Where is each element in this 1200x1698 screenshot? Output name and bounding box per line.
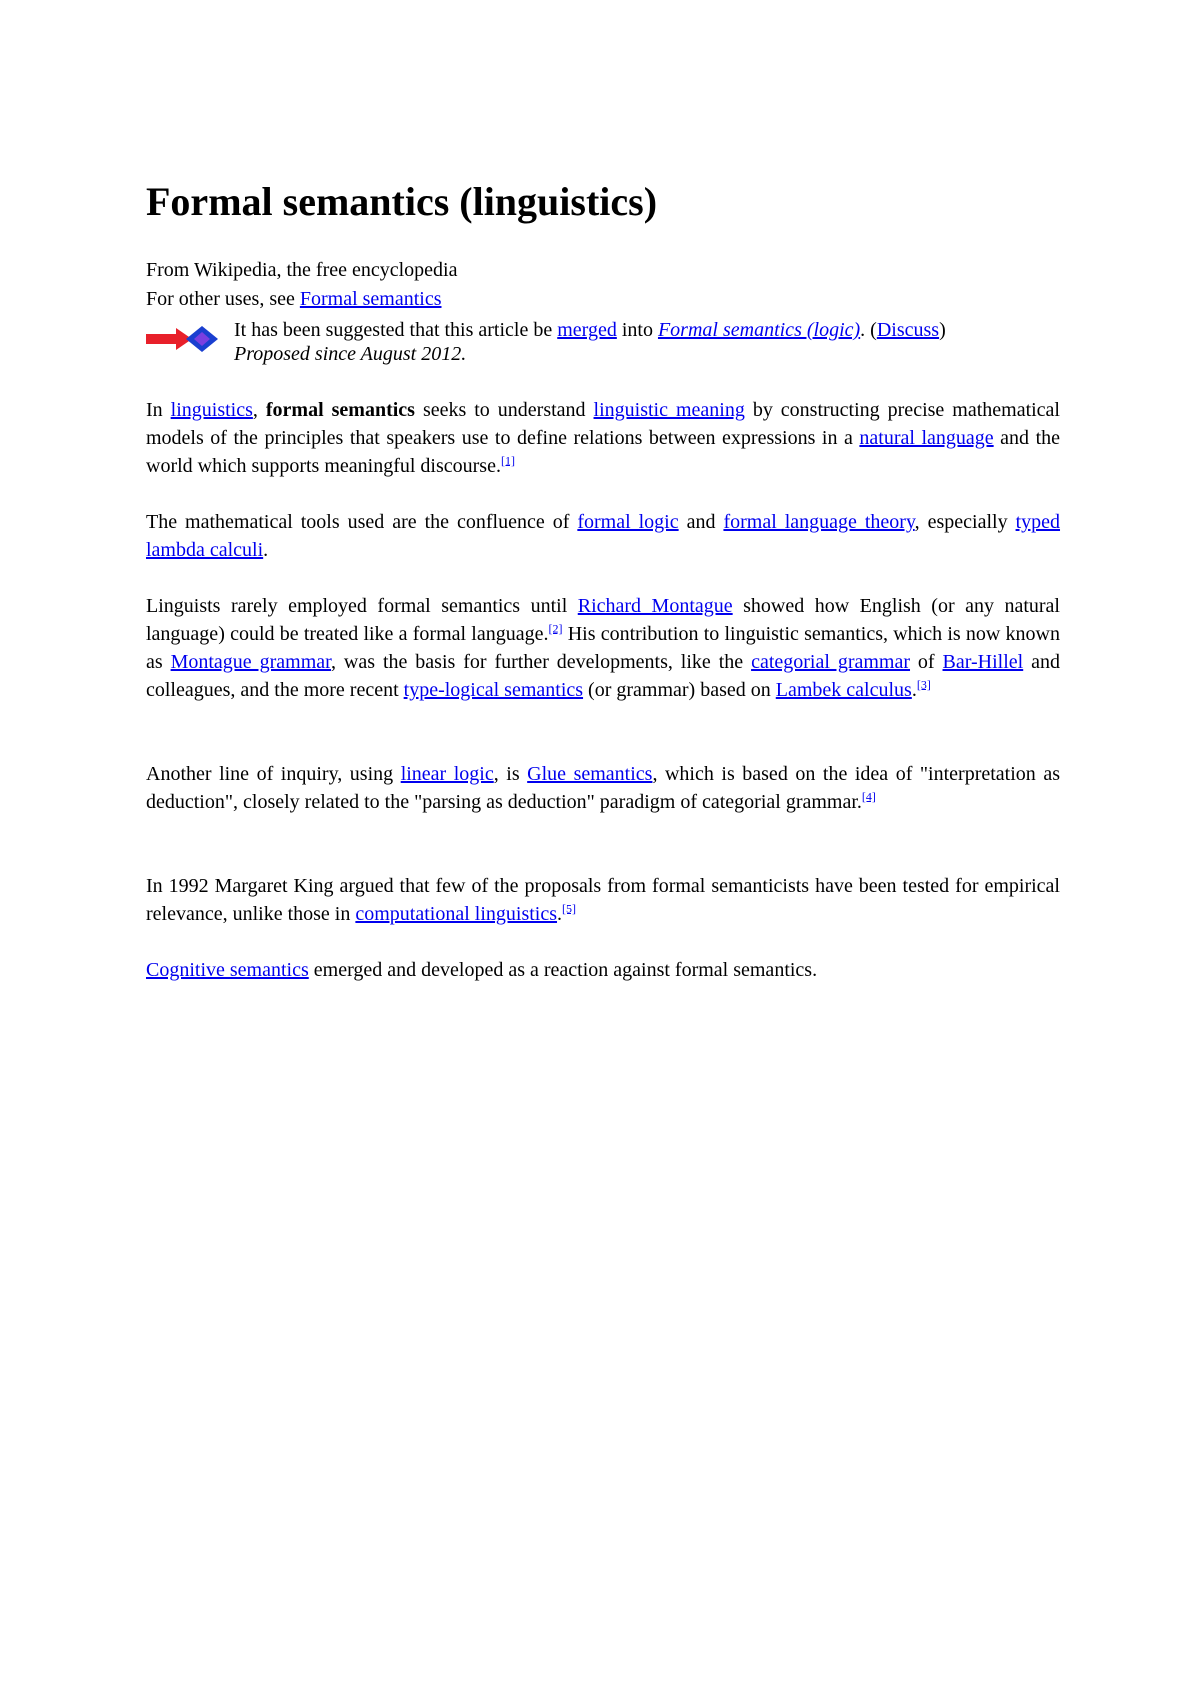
link-type-logical-semantics[interactable]: type-logical semantics xyxy=(403,679,584,701)
citation-3[interactable]: [3] xyxy=(916,677,931,692)
link-typed-lambda-calculi[interactable]: typed lambda calculi xyxy=(146,511,1061,561)
bold-term: formal semantics xyxy=(265,399,415,421)
link-linear-logic[interactable]: linear logic xyxy=(400,763,494,785)
citation-5[interactable]: [5] xyxy=(562,901,577,916)
link-formal-semantics[interactable]: Formal semantics xyxy=(299,288,442,310)
link-glue-semantics[interactable]: Glue semantics xyxy=(527,763,653,785)
link-computational-linguistics[interactable]: computational linguistics xyxy=(355,903,558,925)
merge-text-4: ) xyxy=(939,319,946,341)
merge-text-1: It has been suggested that this article be xyxy=(234,319,558,341)
paragraph-5: In 1992 Margaret King argued that few of the proposals from formal semanticists have been tested for empirical relevance, unlike those in computational linguistics.[5] xyxy=(146,875,1060,925)
paragraph-1: In linguistics, formal semantics seeks to understand linguistic meaning by constructing precise mathematical models of the principles that speakers use to define relations between expressions in a natural language and the world which supports meaningful discourse.[1] xyxy=(146,399,1061,477)
paragraph-4: Another line of inquiry, using linear logic, is Glue semantics, which is based on the idea of "interpretation as deduction", closely related to the "parsing as deduction" paradigm of categorial grammar.[4] xyxy=(146,763,1060,813)
paragraph-6: Cognitive semantics emerged and developed as a reaction against formal semantics. xyxy=(146,959,818,981)
merge-arrows-icon xyxy=(146,324,224,359)
link-discuss[interactable]: Discuss xyxy=(876,319,940,341)
merge-proposed-date: Proposed since August 2012. xyxy=(234,343,467,365)
citation-4[interactable]: [4] xyxy=(861,789,876,804)
hatnote xyxy=(146,285,442,313)
merge-text-2: into xyxy=(616,319,658,341)
merge-text-3: . ( xyxy=(860,319,877,341)
link-linguistic-meaning[interactable]: linguistic meaning xyxy=(593,399,745,421)
link-natural-language[interactable]: natural language xyxy=(859,427,994,449)
link-linguistics[interactable]: linguistics xyxy=(170,399,253,421)
link-montague-grammar[interactable]: Montague grammar xyxy=(170,651,331,673)
link-bar-hillel[interactable]: Bar-Hillel xyxy=(942,651,1024,673)
tagline: From Wikipedia, the free encyclopedia xyxy=(146,259,458,281)
merge-notice-text xyxy=(234,316,946,368)
citation-2[interactable]: [2] xyxy=(548,621,563,636)
link-formal-language-theory[interactable]: formal language theory xyxy=(723,511,915,533)
hatnote-prefix: For other uses, see xyxy=(146,288,300,310)
link-formal-semantics-logic[interactable]: Formal semantics (logic) xyxy=(657,319,861,341)
citation-1[interactable]: [1] xyxy=(500,453,515,468)
link-formal-logic[interactable]: formal logic xyxy=(577,511,679,533)
paragraph-2: The mathematical tools used are the confluence of formal logic and formal language theory, especially typed lambda calculi. xyxy=(146,511,1061,561)
link-richard-montague[interactable]: Richard Montague xyxy=(577,595,733,617)
link-categorial-grammar[interactable]: categorial grammar xyxy=(751,651,911,673)
paragraph-3: Linguists rarely employed formal semantics until Richard Montague showed how English (or any natural language) could be treated like a formal language.[2] His contribution to linguistic semantics, which is now known as Montague grammar, was the basis for further developments, like the categorial grammar of Bar-Hillel and colleagues, and the more recent type-logical semantics (or grammar) based on Lambek calculus.[3] xyxy=(146,595,1060,701)
page-title: Formal semantics (linguistics) xyxy=(146,179,658,224)
link-lambek-calculus[interactable]: Lambek calculus xyxy=(775,679,912,701)
link-merged[interactable]: merged xyxy=(557,319,617,341)
link-cognitive-semantics[interactable]: Cognitive semantics xyxy=(146,959,309,981)
